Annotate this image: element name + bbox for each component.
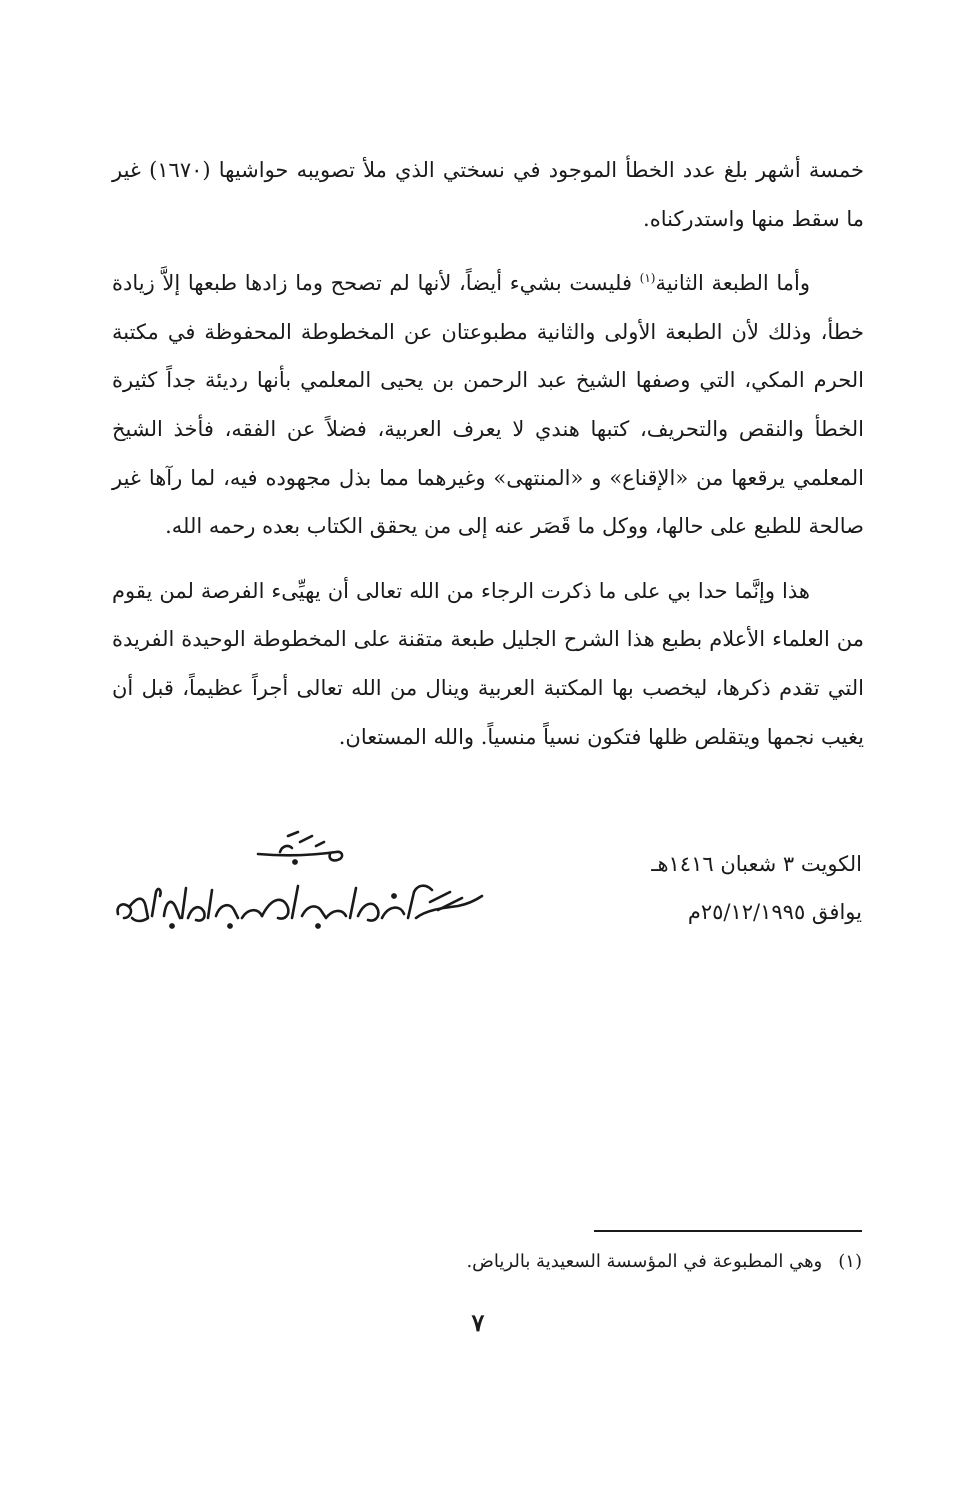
paragraph-3 [112,567,864,761]
paragraph-2-text-start: وأما الطبعة الثانية [655,271,810,296]
date-hijri: الكويت ٣ شعبان ١٤١٦هـ [651,852,862,876]
paragraph-2 [112,259,864,551]
footnote-mark: (١) [838,1251,862,1272]
date-block [602,840,862,936]
main-text [112,146,864,761]
paragraph-2-text-rest: فليست بشيء أيضاً، لأنها لم تصحح وما زادها طبعها إلاَّ زيادة خطأ، وذلك لأن الطبعة الأولى والثانية مطبوعتان عن المخطوطة المحفوظة في مكتبة الحرم المكي، التي وصفها الشيخ عبد الرحمن بن يحيى المعلمي بأنها رديئة جداً كثيرة الخطأ والنقص والتحريف، كتبها هندي لا يعرف العربية، فضلاً عن الفقه، فأخذ الشيخ المعلمي يرقعها من «الإقناع» و «المنتهى» وغيرهما مما بذل مجهوده فيه، لما رآها غير صالحة للطبع على حالها، ووكل ما قَصَر عنه إلى من يحقق الكتاب بعده رحمه الله. [112,271,864,539]
handwritten-signature [112,826,492,936]
signature-drawing [112,826,492,936]
paragraph-1 [112,146,864,243]
paragraph-3-text: هذا وإنَّما حدا بي على ما ذكرت الرجاء من الله تعالى أن يهيِّىء الفرصة لمن يقوم من العلماء الأعلام بطبع هذا الشرح الجليل طبعة متقنة على المخطوطة الوحيدة الفريدة التي تقدم ذكرها، ليخصب بها المكتبة العربية وينال من الله تعالى أجراً عظيماً، قبل أن يغيب نجمها ويتقلص ظلها فتكون نسياً منسياً. والله المستعان. [112,578,864,749]
footnote-text: وهي المطبوعة في المؤسسة السعيدية بالرياض. [466,1251,823,1272]
date-gregorian: يوافق ٢٥/١٢/١٩٩٥م [687,900,862,924]
paragraph-1-text: خمسة أشهر بلغ عدد الخطأ الموجود في نسختي الذي ملأ تصويبه حواشيها (١٦٧٠) غير ما سقط منها واستدركناه. [112,158,865,231]
footnote-reference: (١) [639,271,656,286]
footnote [362,1248,862,1276]
footnote-divider [594,1230,862,1232]
page-number: ٧ [471,1308,485,1337]
